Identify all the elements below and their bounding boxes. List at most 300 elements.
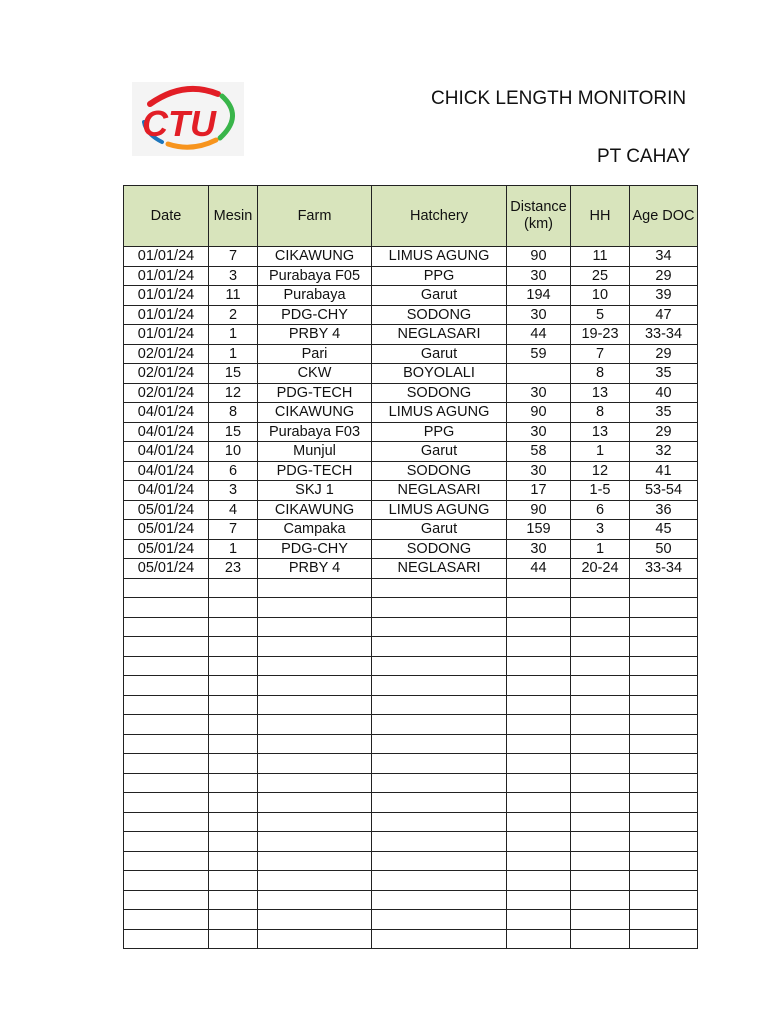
- cell-hatchery: SODONG: [372, 539, 507, 559]
- table-row: [124, 403, 698, 423]
- cell-date: 02/01/24: [124, 344, 209, 364]
- cell-hh: 19-23: [571, 325, 630, 345]
- empty-table-row: [124, 851, 698, 871]
- cell-mesin: 6: [209, 461, 258, 481]
- cell-mesin: 15: [209, 422, 258, 442]
- empty-cell: [571, 754, 630, 774]
- empty-cell: [372, 773, 507, 793]
- empty-cell: [630, 598, 698, 618]
- empty-cell: [209, 793, 258, 813]
- empty-cell: [209, 734, 258, 754]
- empty-cell: [507, 617, 571, 637]
- cell-date: 01/01/24: [124, 286, 209, 306]
- cell-age-doc: 35: [630, 403, 698, 423]
- empty-cell: [571, 617, 630, 637]
- empty-cell: [630, 754, 698, 774]
- cell-age-doc: 29: [630, 344, 698, 364]
- empty-cell: [630, 793, 698, 813]
- empty-cell: [571, 715, 630, 735]
- cell-hh: 1: [571, 539, 630, 559]
- empty-cell: [258, 617, 372, 637]
- empty-cell: [507, 832, 571, 852]
- cell-hh: 13: [571, 383, 630, 403]
- cell-date: 05/01/24: [124, 539, 209, 559]
- empty-cell: [124, 637, 209, 657]
- empty-cell: [258, 578, 372, 598]
- cell-farm: Munjul: [258, 442, 372, 462]
- cell-date: 02/01/24: [124, 383, 209, 403]
- cell-hh: 5: [571, 305, 630, 325]
- empty-cell: [372, 695, 507, 715]
- cell-distance: 59: [507, 344, 571, 364]
- empty-cell: [258, 793, 372, 813]
- empty-cell: [209, 598, 258, 618]
- empty-table-row: [124, 656, 698, 676]
- empty-cell: [209, 578, 258, 598]
- cell-date: 05/01/24: [124, 559, 209, 579]
- cell-mesin: 1: [209, 325, 258, 345]
- empty-cell: [372, 871, 507, 891]
- cell-age-doc: 33-34: [630, 559, 698, 579]
- empty-cell: [630, 656, 698, 676]
- empty-table-row: [124, 793, 698, 813]
- cell-mesin: 1: [209, 539, 258, 559]
- document-title: CHICK LENGTH MONITORIN: [431, 88, 687, 109]
- empty-cell: [571, 773, 630, 793]
- empty-cell: [258, 851, 372, 871]
- empty-cell: [630, 578, 698, 598]
- empty-cell: [630, 734, 698, 754]
- cell-mesin: 10: [209, 442, 258, 462]
- empty-cell: [209, 871, 258, 891]
- empty-table-row: [124, 578, 698, 598]
- empty-cell: [372, 812, 507, 832]
- cell-hatchery: SODONG: [372, 383, 507, 403]
- empty-cell: [258, 773, 372, 793]
- empty-cell: [258, 929, 372, 949]
- column-header-age-doc: Age DOC: [630, 186, 698, 247]
- cell-distance: 159: [507, 520, 571, 540]
- empty-cell: [571, 676, 630, 696]
- cell-hatchery: PPG: [372, 266, 507, 286]
- empty-table-row: [124, 637, 698, 657]
- empty-table-row: [124, 929, 698, 949]
- cell-distance: [507, 364, 571, 384]
- empty-cell: [258, 637, 372, 657]
- cell-hh: 6: [571, 500, 630, 520]
- empty-cell: [124, 929, 209, 949]
- column-header-date: Date: [124, 186, 209, 247]
- monitoring-table: [123, 185, 698, 949]
- empty-cell: [630, 812, 698, 832]
- table-row: [124, 383, 698, 403]
- empty-cell: [571, 695, 630, 715]
- table-row: [124, 481, 698, 501]
- cell-hatchery: SODONG: [372, 305, 507, 325]
- empty-cell: [507, 871, 571, 891]
- empty-cell: [372, 578, 507, 598]
- cell-mesin: 8: [209, 403, 258, 423]
- cell-mesin: 1: [209, 344, 258, 364]
- cell-hh: 8: [571, 403, 630, 423]
- empty-table-row: [124, 598, 698, 618]
- cell-farm: PDG-TECH: [258, 461, 372, 481]
- cell-hh: 13: [571, 422, 630, 442]
- cell-farm: PRBY 4: [258, 559, 372, 579]
- empty-cell: [209, 890, 258, 910]
- cell-mesin: 3: [209, 481, 258, 501]
- cell-farm: Purabaya F05: [258, 266, 372, 286]
- cell-hh: 20-24: [571, 559, 630, 579]
- empty-cell: [507, 695, 571, 715]
- cell-hatchery: Garut: [372, 286, 507, 306]
- empty-cell: [258, 656, 372, 676]
- cell-farm: Campaka: [258, 520, 372, 540]
- cell-hh: 12: [571, 461, 630, 481]
- empty-cell: [571, 871, 630, 891]
- table-row: [124, 520, 698, 540]
- empty-cell: [372, 676, 507, 696]
- empty-cell: [209, 851, 258, 871]
- empty-table-row: [124, 617, 698, 637]
- cell-mesin: 7: [209, 520, 258, 540]
- empty-table-row: [124, 715, 698, 735]
- empty-cell: [630, 617, 698, 637]
- cell-distance: 30: [507, 461, 571, 481]
- cell-hh: 11: [571, 247, 630, 267]
- empty-cell: [209, 910, 258, 930]
- cell-date: 01/01/24: [124, 247, 209, 267]
- empty-table-row: [124, 676, 698, 696]
- cell-date: 01/01/24: [124, 305, 209, 325]
- empty-table-row: [124, 754, 698, 774]
- empty-cell: [571, 910, 630, 930]
- cell-farm: CIKAWUNG: [258, 403, 372, 423]
- table-row: [124, 539, 698, 559]
- cell-distance: 44: [507, 559, 571, 579]
- empty-cell: [571, 734, 630, 754]
- cell-age-doc: 53-54: [630, 481, 698, 501]
- ctu-logo-graphic: [132, 82, 244, 156]
- cell-mesin: 23: [209, 559, 258, 579]
- empty-cell: [507, 578, 571, 598]
- empty-cell: [124, 617, 209, 637]
- empty-cell: [507, 676, 571, 696]
- empty-cell: [630, 910, 698, 930]
- cell-age-doc: 47: [630, 305, 698, 325]
- table-row: [124, 325, 698, 345]
- cell-mesin: 15: [209, 364, 258, 384]
- empty-cell: [209, 656, 258, 676]
- cell-date: 04/01/24: [124, 403, 209, 423]
- cell-hh: 10: [571, 286, 630, 306]
- empty-cell: [124, 773, 209, 793]
- empty-cell: [372, 929, 507, 949]
- empty-cell: [571, 890, 630, 910]
- empty-table-row: [124, 910, 698, 930]
- cell-age-doc: 34: [630, 247, 698, 267]
- cell-mesin: 3: [209, 266, 258, 286]
- cell-hh: 1-5: [571, 481, 630, 501]
- cell-hatchery: PPG: [372, 422, 507, 442]
- empty-cell: [209, 812, 258, 832]
- empty-cell: [507, 793, 571, 813]
- table-row: [124, 266, 698, 286]
- empty-cell: [630, 715, 698, 735]
- cell-distance: 90: [507, 500, 571, 520]
- empty-table-row: [124, 812, 698, 832]
- empty-cell: [571, 598, 630, 618]
- empty-cell: [630, 851, 698, 871]
- empty-cell: [372, 617, 507, 637]
- empty-cell: [258, 715, 372, 735]
- empty-cell: [258, 871, 372, 891]
- empty-cell: [124, 734, 209, 754]
- empty-cell: [372, 832, 507, 852]
- empty-cell: [507, 734, 571, 754]
- cell-age-doc: 33-34: [630, 325, 698, 345]
- cell-farm: CKW: [258, 364, 372, 384]
- empty-cell: [372, 754, 507, 774]
- empty-table-row: [124, 695, 698, 715]
- cell-date: 05/01/24: [124, 500, 209, 520]
- empty-cell: [124, 578, 209, 598]
- empty-cell: [258, 695, 372, 715]
- empty-cell: [372, 598, 507, 618]
- cell-hatchery: NEGLASARI: [372, 559, 507, 579]
- empty-cell: [571, 637, 630, 657]
- empty-cell: [124, 793, 209, 813]
- empty-cell: [209, 754, 258, 774]
- cell-date: 04/01/24: [124, 481, 209, 501]
- empty-cell: [209, 637, 258, 657]
- empty-cell: [209, 676, 258, 696]
- cell-age-doc: 36: [630, 500, 698, 520]
- empty-cell: [258, 754, 372, 774]
- empty-cell: [372, 734, 507, 754]
- empty-cell: [507, 637, 571, 657]
- cell-hatchery: SODONG: [372, 461, 507, 481]
- cell-farm: CIKAWUNG: [258, 500, 372, 520]
- empty-cell: [124, 676, 209, 696]
- cell-age-doc: 35: [630, 364, 698, 384]
- cell-date: 01/01/24: [124, 266, 209, 286]
- cell-age-doc: 39: [630, 286, 698, 306]
- cell-distance: 44: [507, 325, 571, 345]
- table-row: [124, 442, 698, 462]
- empty-cell: [209, 695, 258, 715]
- cell-mesin: 2: [209, 305, 258, 325]
- cell-date: 04/01/24: [124, 442, 209, 462]
- empty-cell: [258, 890, 372, 910]
- cell-hh: 3: [571, 520, 630, 540]
- empty-cell: [507, 656, 571, 676]
- cell-farm: Pari: [258, 344, 372, 364]
- empty-cell: [571, 929, 630, 949]
- cell-hatchery: LIMUS AGUNG: [372, 500, 507, 520]
- empty-cell: [372, 793, 507, 813]
- empty-table-row: [124, 871, 698, 891]
- empty-cell: [630, 929, 698, 949]
- cell-age-doc: 45: [630, 520, 698, 540]
- empty-cell: [507, 773, 571, 793]
- empty-cell: [258, 676, 372, 696]
- empty-table-row: [124, 734, 698, 754]
- cell-farm: SKJ 1: [258, 481, 372, 501]
- empty-cell: [258, 812, 372, 832]
- column-header-farm: Farm: [258, 186, 372, 247]
- cell-age-doc: 29: [630, 266, 698, 286]
- cell-mesin: 7: [209, 247, 258, 267]
- cell-hatchery: Garut: [372, 442, 507, 462]
- empty-cell: [630, 637, 698, 657]
- cell-distance: 58: [507, 442, 571, 462]
- cell-farm: PDG-CHY: [258, 305, 372, 325]
- empty-cell: [124, 910, 209, 930]
- column-header-hh: HH: [571, 186, 630, 247]
- empty-cell: [209, 929, 258, 949]
- cell-distance: 30: [507, 383, 571, 403]
- empty-cell: [124, 871, 209, 891]
- empty-cell: [507, 715, 571, 735]
- cell-mesin: 11: [209, 286, 258, 306]
- empty-cell: [124, 656, 209, 676]
- cell-farm: PDG-CHY: [258, 539, 372, 559]
- logo-text: CTU: [142, 103, 216, 144]
- empty-cell: [124, 715, 209, 735]
- empty-cell: [124, 890, 209, 910]
- cell-distance: 90: [507, 403, 571, 423]
- empty-cell: [571, 656, 630, 676]
- cell-distance: 90: [507, 247, 571, 267]
- cell-farm: CIKAWUNG: [258, 247, 372, 267]
- empty-cell: [630, 676, 698, 696]
- empty-cell: [571, 793, 630, 813]
- cell-hatchery: NEGLASARI: [372, 325, 507, 345]
- empty-cell: [571, 578, 630, 598]
- cell-age-doc: 40: [630, 383, 698, 403]
- empty-cell: [372, 637, 507, 657]
- cell-distance: 30: [507, 539, 571, 559]
- cell-age-doc: 50: [630, 539, 698, 559]
- empty-cell: [507, 754, 571, 774]
- empty-cell: [507, 890, 571, 910]
- empty-cell: [372, 656, 507, 676]
- empty-cell: [372, 890, 507, 910]
- cell-distance: 30: [507, 305, 571, 325]
- cell-date: 02/01/24: [124, 364, 209, 384]
- cell-hh: 25: [571, 266, 630, 286]
- table-row: [124, 247, 698, 267]
- cell-distance: 30: [507, 266, 571, 286]
- empty-cell: [630, 832, 698, 852]
- cell-hatchery: LIMUS AGUNG: [372, 403, 507, 423]
- empty-cell: [571, 851, 630, 871]
- cell-hatchery: BOYOLALI: [372, 364, 507, 384]
- empty-cell: [630, 871, 698, 891]
- table-row: [124, 559, 698, 579]
- empty-cell: [124, 754, 209, 774]
- table-row: [124, 344, 698, 364]
- empty-cell: [507, 812, 571, 832]
- empty-cell: [630, 695, 698, 715]
- empty-cell: [258, 598, 372, 618]
- empty-cell: [258, 910, 372, 930]
- table-body: [124, 247, 698, 949]
- column-header-hatchery: Hatchery: [372, 186, 507, 247]
- empty-cell: [507, 851, 571, 871]
- column-header-mesin: Mesin: [209, 186, 258, 247]
- cell-date: 04/01/24: [124, 422, 209, 442]
- empty-cell: [258, 832, 372, 852]
- empty-cell: [124, 812, 209, 832]
- empty-cell: [372, 715, 507, 735]
- cell-age-doc: 41: [630, 461, 698, 481]
- empty-cell: [507, 910, 571, 930]
- column-header-distance: Distance (km): [507, 186, 571, 247]
- table-row: [124, 422, 698, 442]
- cell-date: 01/01/24: [124, 325, 209, 345]
- empty-cell: [124, 851, 209, 871]
- cell-hatchery: NEGLASARI: [372, 481, 507, 501]
- empty-cell: [124, 695, 209, 715]
- cell-farm: PDG-TECH: [258, 383, 372, 403]
- cell-hh: 8: [571, 364, 630, 384]
- cell-distance: 30: [507, 422, 571, 442]
- cell-hatchery: LIMUS AGUNG: [372, 247, 507, 267]
- cell-mesin: 12: [209, 383, 258, 403]
- empty-table-row: [124, 832, 698, 852]
- empty-cell: [630, 773, 698, 793]
- cell-date: 04/01/24: [124, 461, 209, 481]
- empty-cell: [372, 910, 507, 930]
- table-row: [124, 364, 698, 384]
- cell-date: 05/01/24: [124, 520, 209, 540]
- cell-hh: 1: [571, 442, 630, 462]
- empty-cell: [209, 617, 258, 637]
- cell-hatchery: Garut: [372, 520, 507, 540]
- empty-cell: [209, 832, 258, 852]
- empty-table-row: [124, 890, 698, 910]
- empty-cell: [209, 773, 258, 793]
- table-header-row: [124, 186, 698, 247]
- empty-cell: [571, 832, 630, 852]
- ctu-logo: [132, 82, 244, 156]
- empty-cell: [507, 598, 571, 618]
- table-row: [124, 461, 698, 481]
- cell-age-doc: 32: [630, 442, 698, 462]
- table-row: [124, 305, 698, 325]
- cell-distance: 194: [507, 286, 571, 306]
- empty-cell: [124, 598, 209, 618]
- cell-mesin: 4: [209, 500, 258, 520]
- company-name: PT CAHAY: [597, 146, 691, 167]
- cell-farm: PRBY 4: [258, 325, 372, 345]
- cell-hatchery: Garut: [372, 344, 507, 364]
- empty-table-row: [124, 773, 698, 793]
- empty-cell: [630, 890, 698, 910]
- empty-cell: [571, 812, 630, 832]
- empty-cell: [258, 734, 372, 754]
- cell-age-doc: 29: [630, 422, 698, 442]
- empty-cell: [209, 715, 258, 735]
- cell-hh: 7: [571, 344, 630, 364]
- cell-farm: Purabaya: [258, 286, 372, 306]
- cell-distance: 17: [507, 481, 571, 501]
- table-row: [124, 286, 698, 306]
- table-row: [124, 500, 698, 520]
- cell-farm: Purabaya F03: [258, 422, 372, 442]
